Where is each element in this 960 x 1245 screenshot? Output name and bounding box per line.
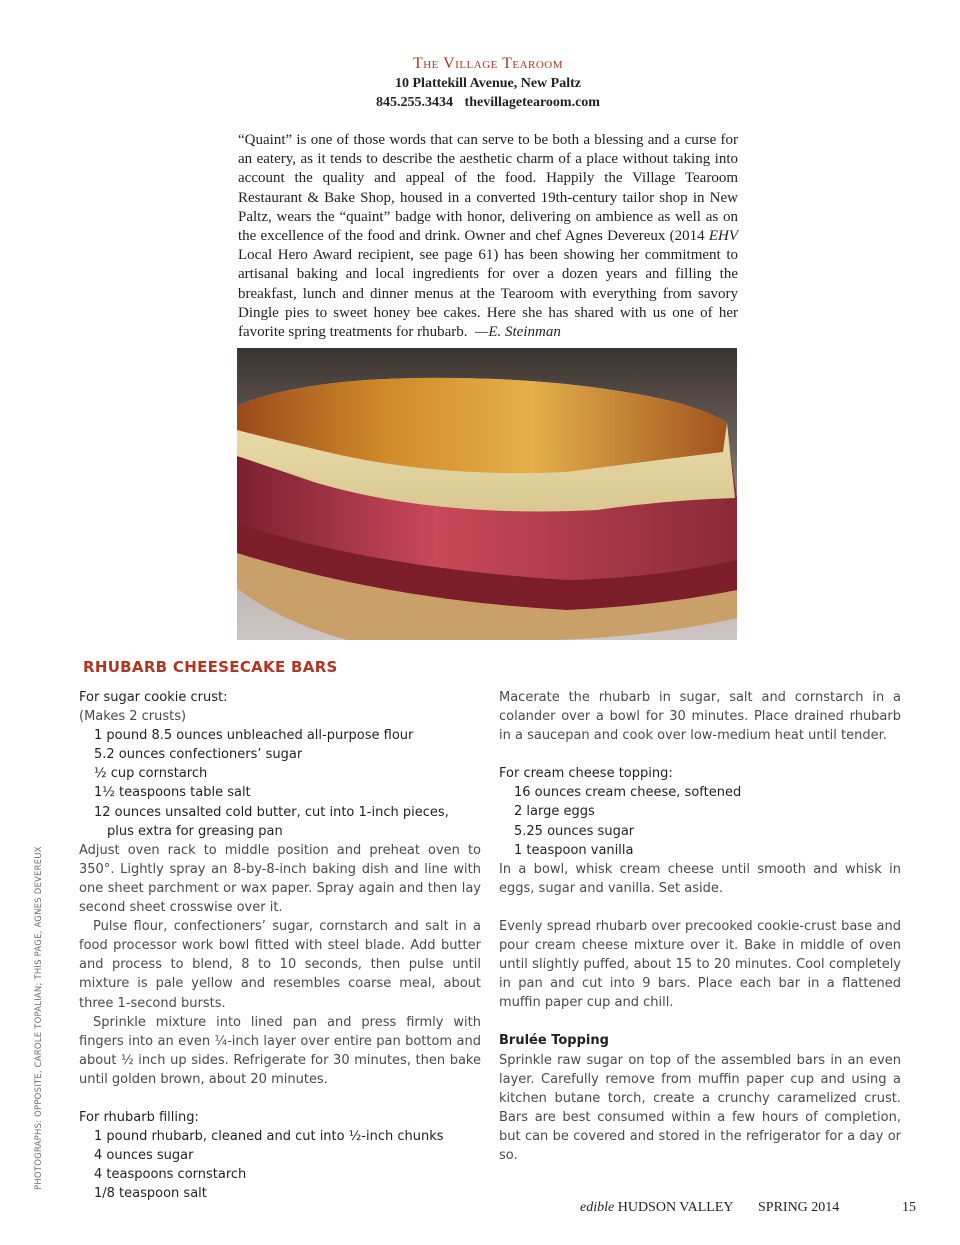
restaurant-contact: [238, 93, 738, 112]
ingredient-item: 1 teaspoon vanilla: [514, 842, 634, 858]
restaurant-website[interactable]: thevillagetearoom.com: [464, 95, 600, 110]
intro-text-1: “Quaint” is one of those words that can serve to be both a blessing and a curse for an eatery, as it tends to describe the aesthetic charm of a place without taking into account the quality and appeal of the food. Happily the Village Tearoom Restaurant & Bake Shop, housed in a converted 19th-century tailor shop in New Paltz, wears the “quaint” badge with honor, delivering on ambience as well as on the excellence of the food and drink. Owner and chef Agnes Devereux (2014: [238, 132, 738, 245]
ingredient-item: 2 large eggs: [514, 804, 595, 820]
intro-ehv: EHV: [708, 228, 738, 245]
ingredient-item: 12 ounces unsalted cold butter, cut into 1-inch pieces,: [94, 804, 449, 820]
photo-credits: PHOTOGRAPHS: OPPOSITE, CAROLE TOPALIAN; THIS PAGE, AGNES DEVEREUX: [34, 846, 44, 1190]
filling-step: Macerate the rhubarb in sugar, salt and cornstarch in a colander over a bowl for 30 minutes. Place drained rhubarb in a saucepan and cook over low-medium heat until tender.: [499, 690, 901, 744]
ingredient-item: 16 ounces cream cheese, softened: [514, 785, 742, 801]
brulee-step: Sprinkle raw sugar on top of the assembled bars in an even layer. Carefully remove from muffin paper cup and using a kitchen butane torch, create a crunchy caramelized crust. Bars are best consumed within a few hours of completion, but can be covered and stored in the refrigerator for a day or so.: [499, 1052, 901, 1163]
ingredient-item: 1 pound rhubarb, cleaned and cut into ½-inch chunks: [94, 1129, 444, 1145]
ingredient-item: 4 ounces sugar: [94, 1148, 194, 1164]
intro-byline: —E. Steinman: [475, 324, 561, 341]
recipe-left-column: [79, 688, 481, 1203]
restaurant-address: 10 Plattekill Avenue, New Paltz: [395, 76, 581, 91]
ingredient-item: 5.2 ounces confectioners’ sugar: [94, 747, 303, 763]
crust-step: Adjust oven rack to middle position and preheat oven to 350°. Lightly spray an 8-by-8-inch baking dish and line with one sheet parchment or wax paper. Spray again and then lay second sheet crosswise over it.: [79, 842, 481, 916]
publication-edible: edible: [580, 1200, 615, 1215]
ingredient-item: 4 teaspoons cornstarch: [94, 1167, 247, 1183]
intro-paragraph: [238, 131, 738, 342]
filling-heading: For rhubarb filling:: [79, 1109, 199, 1125]
ingredient-item: 1½ teaspoons table salt: [94, 785, 251, 801]
restaurant-name: The Village Tearoom: [412, 55, 564, 72]
brulee-heading: Brulée Topping: [499, 1033, 609, 1049]
topping-heading: For cream cheese topping:: [499, 766, 673, 782]
ingredient-item: 5.25 ounces sugar: [514, 823, 635, 839]
topping-step: In a bowl, whisk cream cheese until smooth and whisk in eggs, sugar and vanilla. Set aside.: [499, 861, 901, 896]
rhubarb-bar-photo: [237, 348, 737, 640]
intro-text-2: Local Hero Award recipient, see page 61) has been showing her commitment to artisanal baking and local ingredients for over a dozen years and filling the breakfast, lunch and dinner menus at the Tearoom with everything from savory Dingle pies to sweet honey bee cakes. Here she has shared with us one of her favorite spring treatments for rhubarb.: [238, 247, 738, 341]
crust-step: Pulse flour, confectioners’ sugar, cornstarch and salt in a food processor work bowl fitted with steel blade. Add butter and process to blend, 8 to 10 seconds, then pulse until mixture is pale yellow and resembles coarse meal, about three 1-second bursts.: [79, 919, 481, 1011]
publication-name: HUDSON VALLEY: [617, 1200, 734, 1215]
assembly-step: Evenly spread rhubarb over precooked cookie-crust base and pour cream cheese mixture over it. Bake in middle of oven until slightly puffed, about 15 to 20 minutes. Cool completely in pan and cut into 9 bars. Place each bar in a flattened muffin paper cup and chill.: [499, 918, 901, 1011]
issue-season: SPRING 2014: [758, 1200, 840, 1215]
page-number: 15: [902, 1200, 916, 1215]
ingredient-item: ½ cup cornstarch: [94, 766, 208, 782]
ingredient-item-continued: plus extra for greasing pan: [107, 823, 283, 839]
crust-step: Sprinkle mixture into lined pan and press firmly with fingers into an even ¼-inch layer over entire pan bottom and about ½ inch up sides. Refrigerate for 30 minutes, then bake until golden brown, about 20 minutes.: [79, 1014, 481, 1087]
restaurant-phone: 845.255.3434: [376, 95, 454, 110]
recipe-title: RHUBARB CHEESECAKE BARS: [83, 658, 338, 676]
crust-yield: (Makes 2 crusts): [79, 709, 187, 725]
ingredient-item: 1/8 teaspoon salt: [94, 1186, 207, 1202]
ingredient-item: 1 pound 8.5 ounces unbleached all-purpose flour: [94, 728, 414, 744]
crust-heading: For sugar cookie crust:: [79, 690, 228, 705]
recipe-right-column: [499, 688, 901, 1165]
page-footer: [580, 1200, 920, 1216]
article-header: [238, 54, 738, 112]
